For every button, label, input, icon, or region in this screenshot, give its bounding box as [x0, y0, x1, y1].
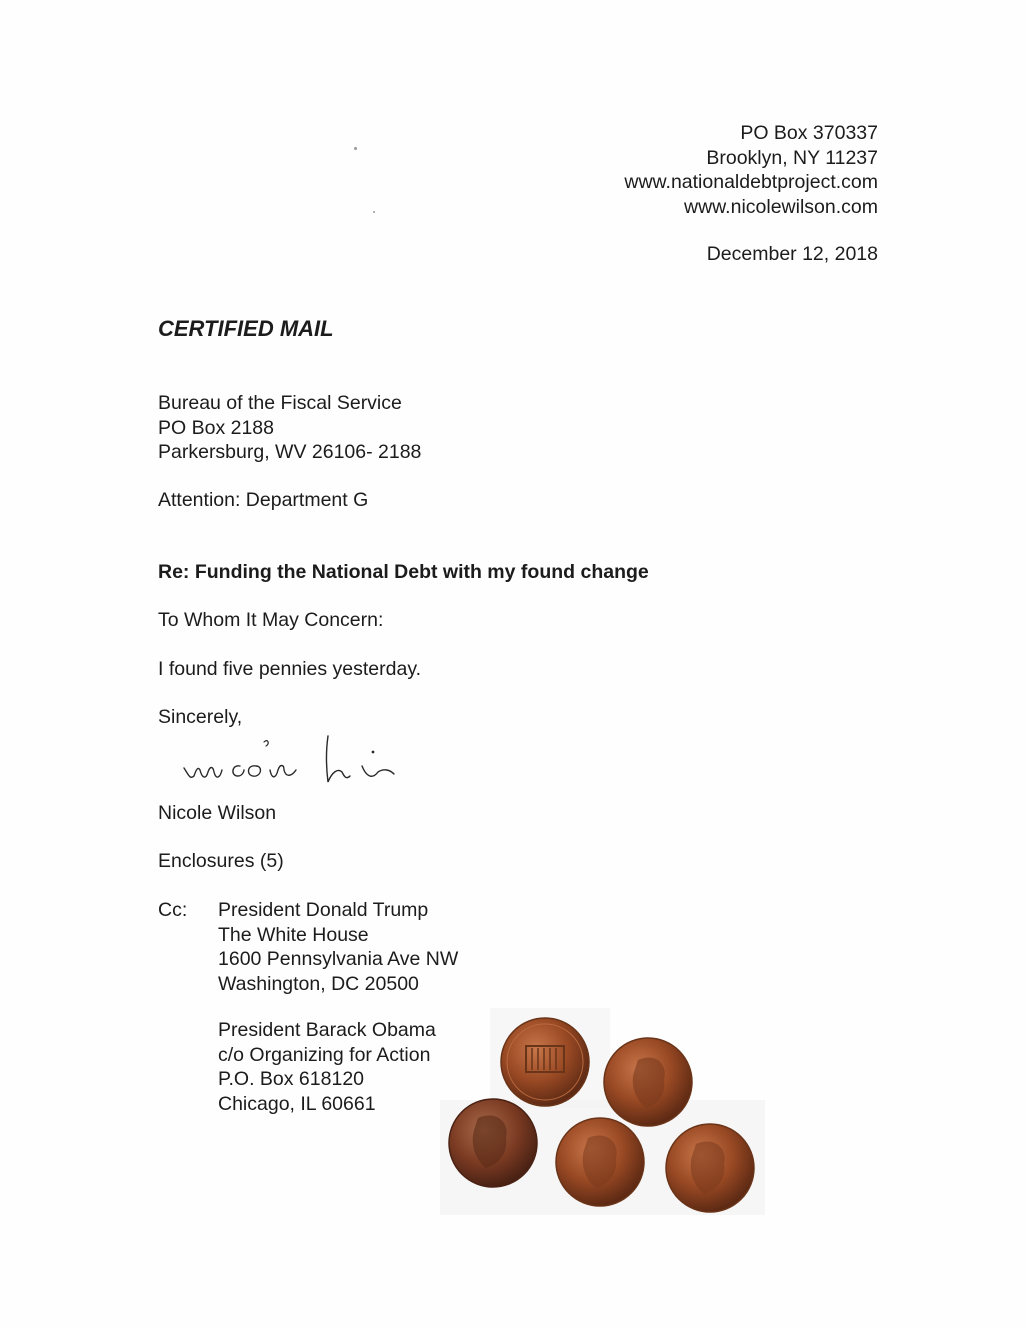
subject-line: Re: Funding the National Debt with my found change — [158, 561, 649, 583]
letter-body: I found five pennies yesterday. — [158, 658, 422, 680]
scan-speck — [354, 147, 357, 150]
cc-trump-street: 1600 Pennsylvania Ave NW — [218, 948, 459, 970]
sender-website-personal: www.nicolewilson.com — [684, 195, 878, 218]
cc-obama-org: c/o Organizing for Action — [218, 1043, 431, 1066]
cc-recipient-obama — [218, 1018, 436, 1116]
salutation: To Whom It May Concern: — [158, 609, 384, 631]
sender-website-project: www.nationaldebtproject.com — [624, 171, 878, 193]
cc-trump-name: President Donald Trump — [218, 899, 429, 921]
enclosures-note: Enclosures (5) — [158, 850, 284, 872]
penny-obverse-icon — [604, 1038, 692, 1126]
recipient-address — [158, 391, 421, 465]
penny-obverse-icon — [666, 1124, 754, 1212]
recipient-city: Parkersburg, WV 26106- 2188 — [158, 441, 422, 463]
scan-speck — [373, 211, 375, 213]
sender-po-box: PO Box 370337 — [740, 122, 878, 144]
sender-address — [624, 121, 878, 219]
letter-date: December 12, 2018 — [706, 243, 878, 265]
sender-city: Brooklyn, NY 11237 — [706, 146, 878, 169]
cc-label: Cc: — [158, 899, 188, 921]
cc-trump-city: Washington, DC 20500 — [218, 972, 419, 995]
cc-obama-city: Chicago, IL 60661 — [218, 1092, 376, 1115]
penny-reverse-icon — [501, 1018, 589, 1106]
cc-trump-org: The White House — [218, 923, 369, 946]
attention-line: Attention: Department G — [158, 489, 369, 511]
signer-name: Nicole Wilson — [158, 802, 277, 824]
penny-obverse-icon — [449, 1099, 537, 1187]
closing: Sincerely, — [158, 706, 243, 728]
certified-mail-heading: CERTIFIED MAIL — [158, 316, 334, 341]
recipient-po-box: PO Box 2188 — [158, 416, 274, 439]
cc-obama-po-box: P.O. Box 618120 — [218, 1068, 365, 1090]
penny-obverse-icon — [556, 1118, 644, 1206]
taped-pennies — [430, 1000, 780, 1230]
handwritten-signature — [180, 730, 410, 792]
cc-recipient-trump — [218, 898, 458, 996]
recipient-organization: Bureau of the Fiscal Service — [158, 392, 402, 414]
cc-obama-name: President Barack Obama — [218, 1019, 436, 1041]
